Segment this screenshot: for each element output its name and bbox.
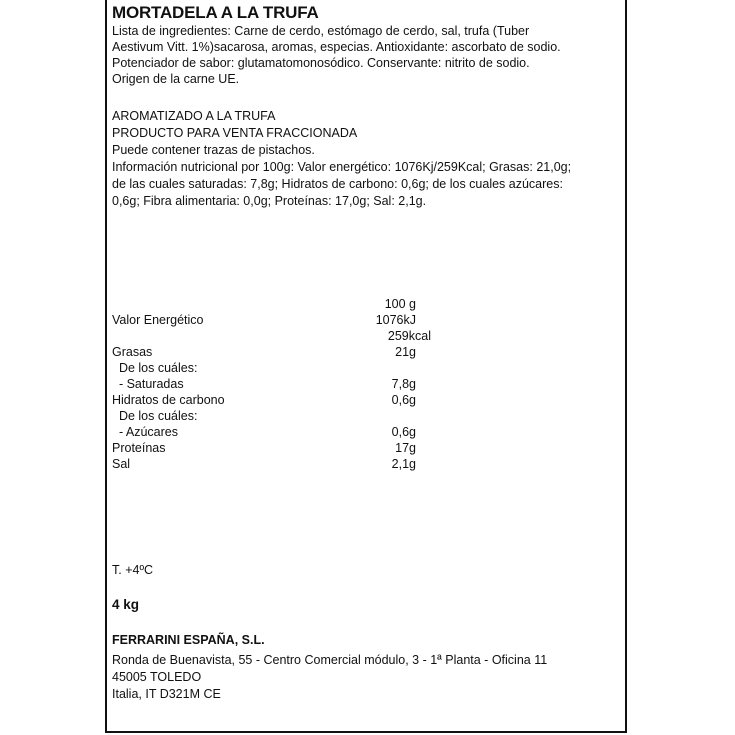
allergen-line: Puede contener trazas de pistachos. [112, 143, 315, 157]
nutrition-row-value: 21g [395, 345, 416, 359]
nutrition-row-label: Grasas [112, 345, 153, 359]
nutrition-row-value: 0,6g [391, 393, 416, 407]
flavour-line: AROMATIZADO A LA TRUFA [112, 109, 276, 123]
nutrition-row-label: Sal [112, 457, 131, 471]
company-address-line-1: Ronda de Buenavista, 55 - Centro Comercial módulo, 3 - 1ª Planta - Oficina 11 [112, 653, 548, 667]
company-address-line-2: 45005 TOLEDO [112, 670, 202, 684]
nutrition-row-value: 1076kJ [375, 313, 416, 327]
nutrition-row-value: 0,6g [391, 425, 416, 439]
nutrition-row-value: 17g [395, 441, 416, 455]
nutrition-row-label: Hidratos de carbono [112, 393, 225, 407]
ingredients-line-2: Aestivum Vitt. 1%)sacarosa, aromas, especias. Antioxidante: ascorbato de sodio. [112, 40, 561, 54]
nutrition-text-line-3: 0,6g; Fibra alimentaria: 0,0g; Proteínas: 17,0g; Sal: 2,1g. [112, 194, 427, 208]
nutrition-text-line-1: Información nutricional por 100g: Valor energético: 1076Kj/259Kcal; Grasas: 21,0g; [112, 160, 572, 174]
ingredients-line-3: Potenciador de sabor: glutamatomonosódico. Conservante: nitrito de sodio. [112, 56, 530, 70]
sale-line: PRODUCTO PARA VENTA FRACCIONADA [112, 126, 358, 140]
ingredients-line-4: Origen de la carne UE. [112, 72, 240, 86]
nutrition-row-label: - Azúcares [112, 425, 178, 439]
nutrition-row-value: 2,1g [391, 457, 416, 471]
company-name: FERRARINI ESPAÑA, S.L. [112, 633, 265, 647]
nutrition-row-label: - Saturadas [112, 377, 184, 391]
nutrition-row-label: Valor Energético [112, 313, 204, 327]
nutrition-table-header: 100 g [384, 297, 416, 311]
nutrition-row-label: De los cuáles: [112, 409, 198, 423]
ingredients-line-1: Lista de ingredientes: Carne de cerdo, estómago de cerdo, sal, trufa (Tuber [112, 24, 530, 38]
nutrition-row-value: 7,8g [391, 377, 416, 391]
nutrition-text-line-2: de las cuales saturadas: 7,8g; Hidratos de carbono: 0,6g; de los cuales azúcares: [112, 177, 563, 191]
company-address-line-3: Italia, IT D321M CE [112, 687, 221, 701]
nutrition-row-label: De los cuáles: [112, 361, 198, 375]
storage-temperature: T. +4ºC [112, 563, 154, 577]
nutrition-row-label: Proteínas [112, 441, 166, 455]
product-title: MORTADELA A LA TRUFA [112, 3, 319, 22]
net-weight: 4 kg [112, 597, 140, 612]
nutrition-row-value: 259kcal [387, 329, 431, 343]
